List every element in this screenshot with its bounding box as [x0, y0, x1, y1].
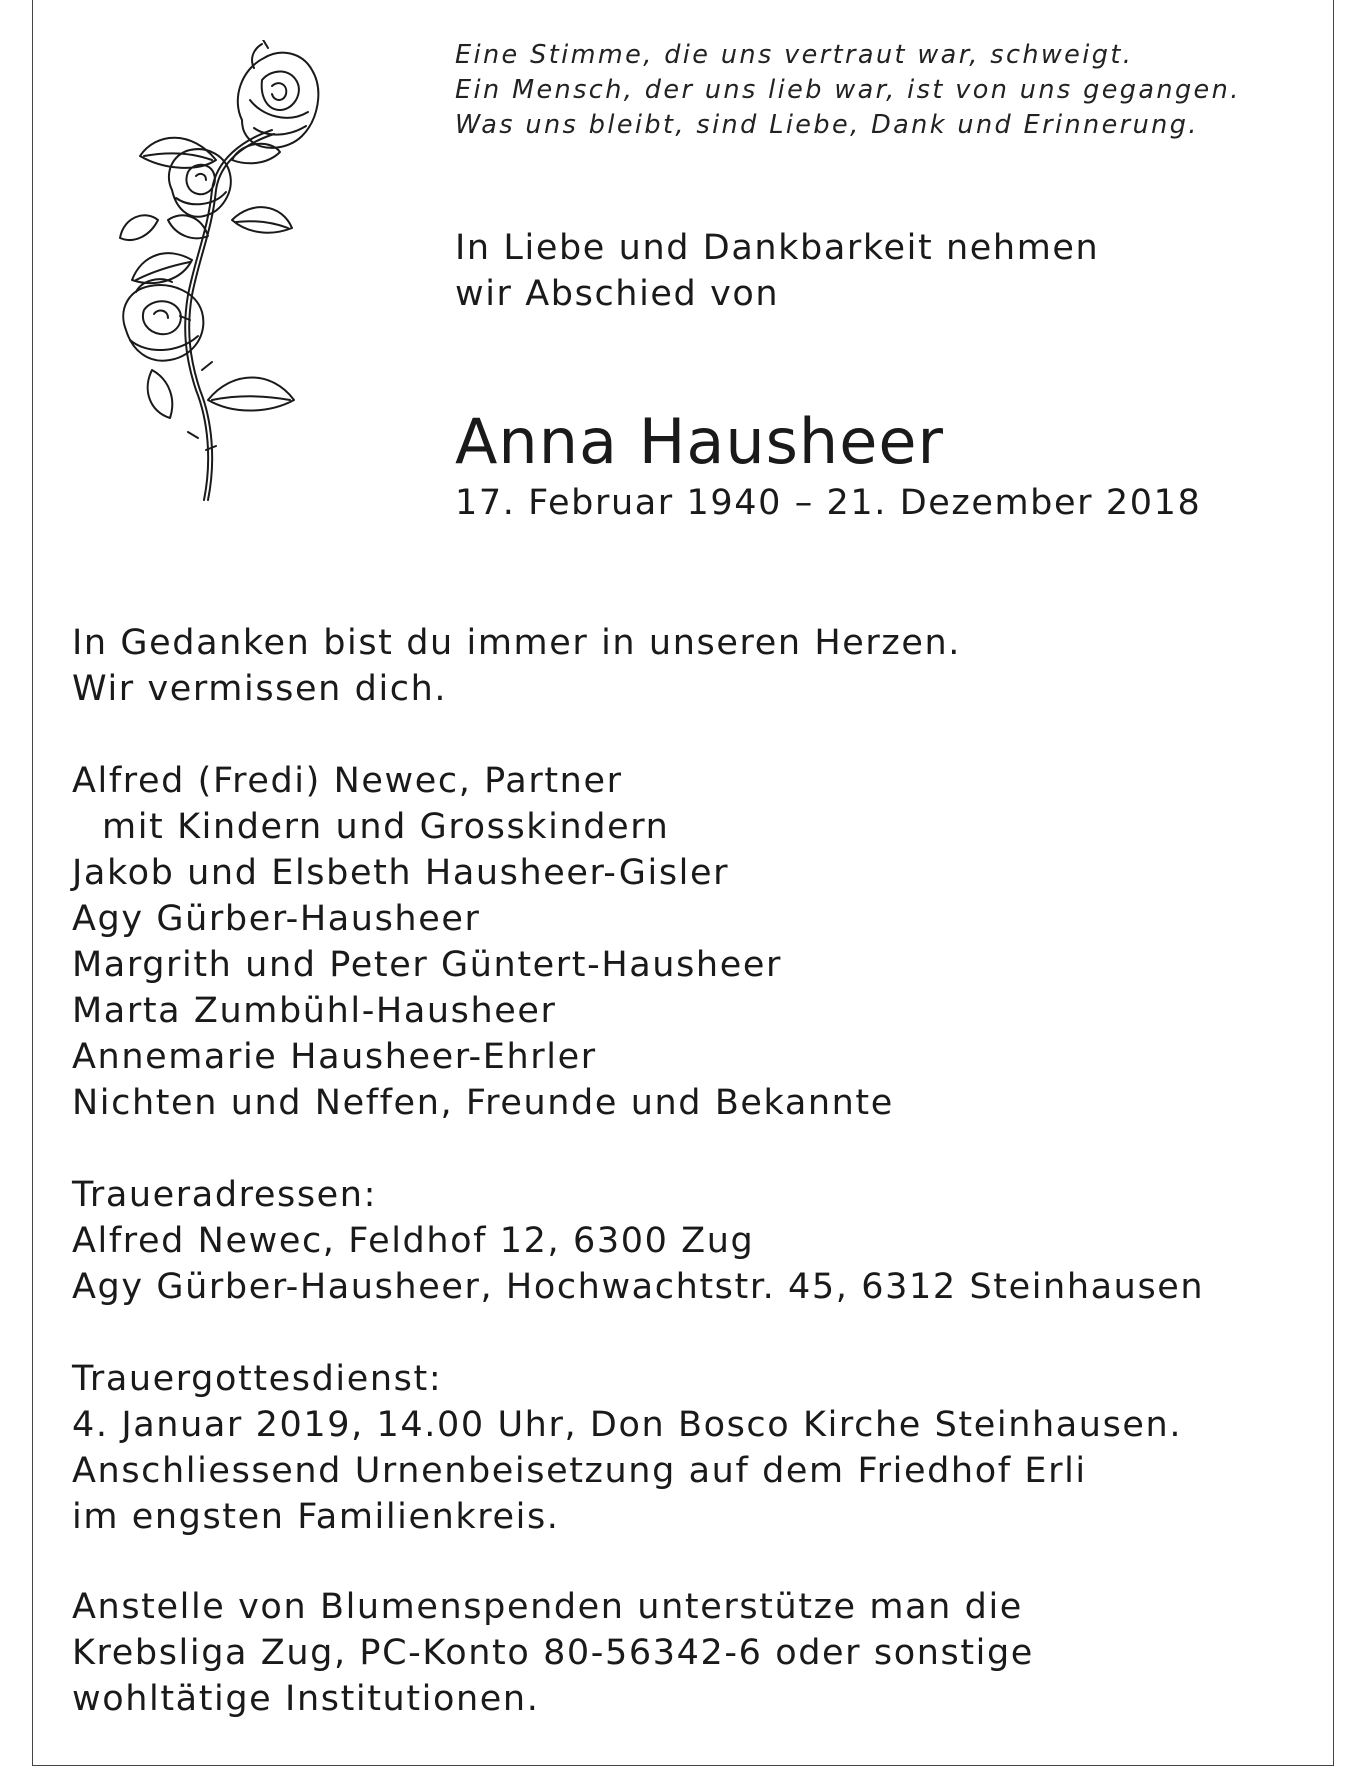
memorial-poem — [455, 38, 1241, 143]
intro-line: In Liebe und Dankbarkeit nehmen — [455, 228, 1100, 268]
service-block — [72, 1356, 1182, 1540]
addresses-heading: Traueradressen: — [72, 1175, 377, 1215]
mourner-line: Annemarie Hausheer-Ehrler — [72, 1037, 597, 1077]
thoughts-line: Wir vermissen dich. — [72, 669, 448, 709]
service-line: im engsten Familienkreis. — [72, 1497, 560, 1537]
donation-line: Anstelle von Blumenspenden unterstütze man die — [72, 1587, 1023, 1627]
mourner-line: Nichten und Neffen, Freunde und Bekannte — [72, 1083, 894, 1123]
address-line: Agy Gürber-Hausheer, Hochwachtstr. 45, 6312 Steinhausen — [72, 1267, 1205, 1307]
intro-line: wir Abschied von — [455, 274, 780, 314]
thoughts-line: In Gedanken bist du immer in unseren Herzen. — [72, 623, 961, 663]
rose-illustration — [112, 40, 332, 510]
service-line: 4. Januar 2019, 14.00 Uhr, Don Bosco Kirche Steinhausen. — [72, 1405, 1183, 1445]
poem-line: Ein Mensch, der uns lieb war, ist von uns gegangen. — [455, 75, 1241, 105]
mourner-line: Agy Gürber-Hausheer — [72, 899, 481, 939]
mourner-line: Alfred (Fredi) Newec, Partner — [72, 761, 623, 801]
service-heading: Trauergottesdienst: — [72, 1359, 443, 1399]
poem-line: Was uns bleibt, sind Liebe, Dank und Erinnerung. — [455, 110, 1199, 140]
mourner-line: Jakob und Elsbeth Hausheer-Gisler — [72, 853, 730, 893]
poem-line: Eine Stimme, die uns vertraut war, schweigt. — [455, 40, 1134, 70]
deceased-name: Anna Hausheer — [455, 405, 944, 478]
mourner-line: mit Kindern und Grosskindern — [102, 807, 670, 847]
donation-line: wohltätige Institutionen. — [72, 1679, 540, 1719]
donation-line: Krebsliga Zug, PC-Konto 80-56342-6 oder sonstige — [72, 1633, 1034, 1673]
mourner-line: Marta Zumbühl-Hausheer — [72, 991, 557, 1031]
donation-block — [72, 1584, 1034, 1722]
farewell-intro — [455, 225, 1099, 317]
life-dates: 17. Februar 1940 – 21. Dezember 2018 — [455, 483, 1202, 523]
service-line: Anschliessend Urnenbeisetzung auf dem Friedhof Erli — [72, 1451, 1087, 1491]
address-line: Alfred Newec, Feldhof 12, 6300 Zug — [72, 1221, 755, 1261]
mourner-line: Margrith und Peter Güntert-Hausheer — [72, 945, 782, 985]
mourners-list — [72, 758, 894, 1126]
thoughts-block — [72, 620, 961, 712]
addresses-block — [72, 1172, 1204, 1310]
